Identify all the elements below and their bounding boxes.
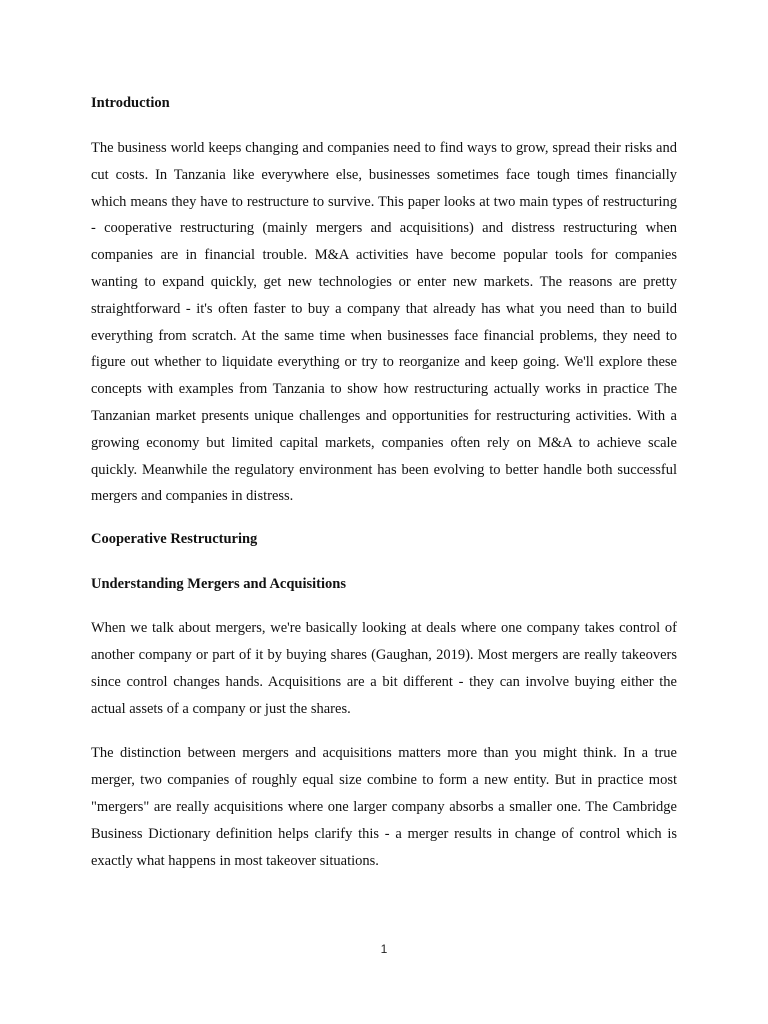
page-number: 1	[380, 942, 388, 956]
section-heading-cooperative-restructuring: Cooperative Restructuring	[91, 531, 258, 548]
paragraph-mergers-distinction: The distinction between mergers and acquisitions matters more than you might think. In a true merger, two companies of roughly equal size combine to form a new entity. But in practice most "mergers" are really acquisitions where one larger company absorbs a smaller one. The Cambridge Business Dictionary definition helps clarify this - a merger results in change of control which is exactly what happens in most takeover situations.	[91, 745, 677, 869]
paragraph-introduction: The business world keeps changing and companies need to find ways to grow, spread their risks and cut costs. In Tanzania like everywhere else, businesses sometimes face tough times financially which means they have to restructure to survive. This paper looks at two main types of restructuring - cooperative restructuring (mainly mergers and acquisitions) and distress restructuring when companies are in financial trouble. M&A activities have become popular tools for companies wanting to expand quickly, get new technologies or enter new markets. The reasons are pretty straightforward - it's often faster to buy a company that already has what you need than to build everything from scratch. At the same time when businesses face financial problems, they need to figure out whether to liquidate everything or try to reorganize and keep going. We'll explore these concepts with examples from Tanzania to show how restructuring actually works in practice The Tanzanian market presents unique challenges and opportunities for restructuring activities. With a growing economy but limited capital markets, companies often rely on M&A to achieve scale quickly. Meanwhile the regulatory environment has been evolving to better handle both successful mergers and companies in distress.	[91, 140, 677, 505]
section-heading-introduction: Introduction	[91, 95, 170, 111]
section-heading-mergers-acquisitions: Understanding Mergers and Acquisitions	[91, 576, 346, 593]
paragraph-mergers-definition: When we talk about mergers, we're basically looking at deals where one company takes control of another company or part of it by buying shares (Gaughan, 2019). Most mergers are really takeovers since control changes hands. Acquisitions are a bit different - they can involve buying either the actual assets of a company or just the shares.	[91, 620, 677, 717]
document-page	[91, 92, 677, 874]
